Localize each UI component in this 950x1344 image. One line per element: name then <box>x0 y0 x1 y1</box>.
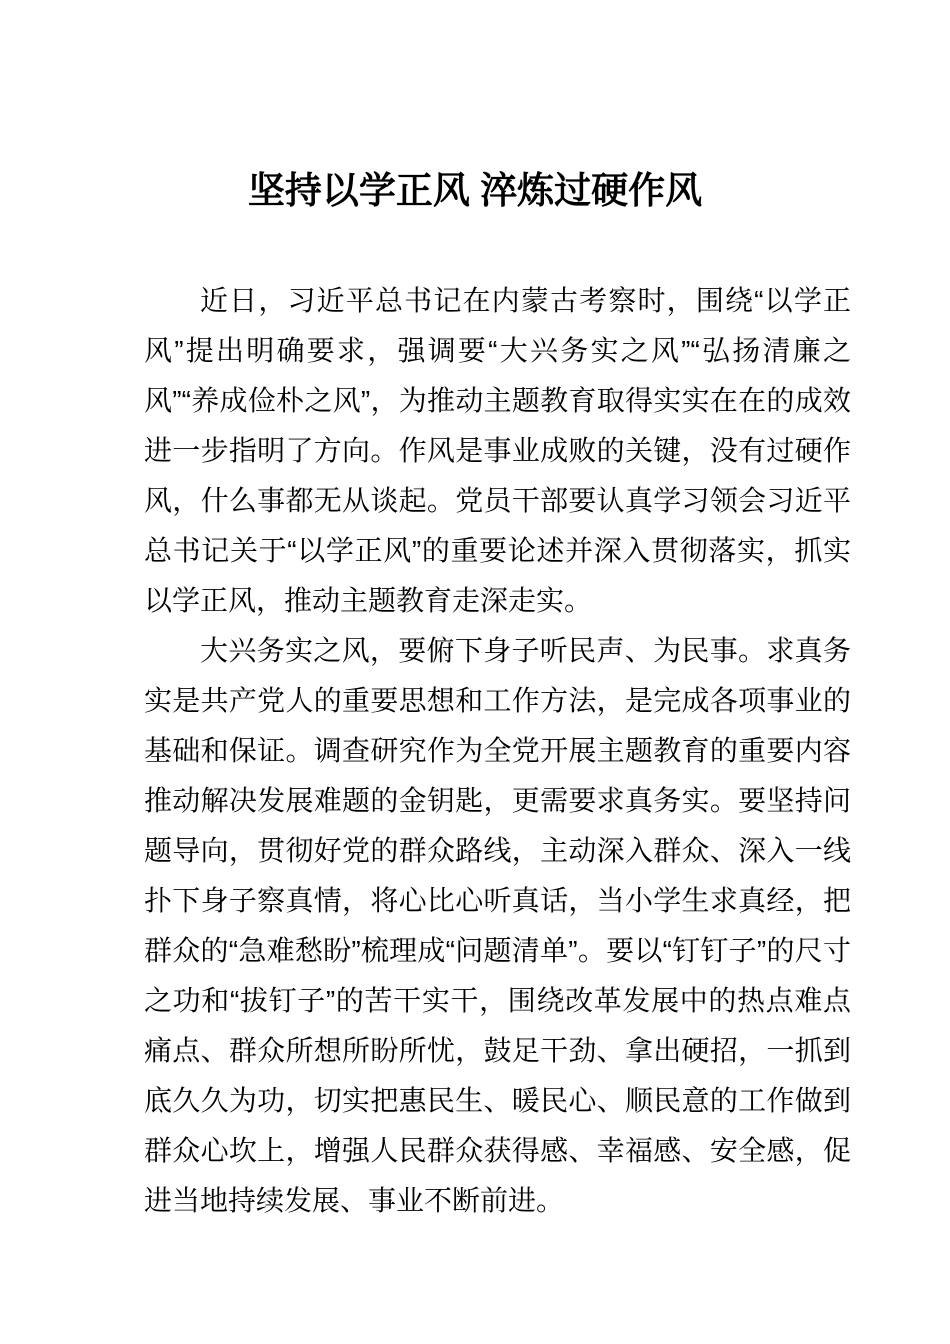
paragraph-2: 大兴务实之风，要俯下身子听民声、为民事。求真务实是共产党人的重要思想和工作方法，是完成各项事业的基础和保证。调查研究作为全党开展主题教育的重要内容推动解决发展难题的金钥匙，更需要求真务实。要坚持问题导向，贯彻好党的群众路线，主动深入群众、深入一线扑下身子察真情，将心比心听真话，当小学生求真经，把群众的“急难愁盼”梳理成“问题清单”。要以“钉钉子”的尺寸之功和“拔钉子”的苦干实干，围绕改革发展中的热点难点痛点、群众所想所盼所忧，鼓足干劲、拿出硬招，一抓到底久久为功，切实把惠民生、暖民心、顺民意的工作做到群众心坎上，增强人民群众获得感、幸福感、安全感，促进当地持续发展、事业不断前进。 <box>144 635 851 1216</box>
document-title: 坚持以学正风 淬炼过硬作风 <box>247 170 703 211</box>
document-body <box>144 276 851 1226</box>
paragraph-1: 近日，习近平总书记在内蒙古考察时，围绕“以学正风”提出明确要求，强调要“大兴务实之风”“弘扬清廉之风”“养成俭朴之风”，为推动主题教育取得实实在在的成效进一步指明了方向。作风是事业成败的关键，没有过硬作风，什么事都无从谈起。党员干部要认真学习领会习近平总书记关于“以学正风”的重要论述并深入贯彻落实，抓实以学正风，推动主题教育走深走实。 <box>144 285 851 616</box>
